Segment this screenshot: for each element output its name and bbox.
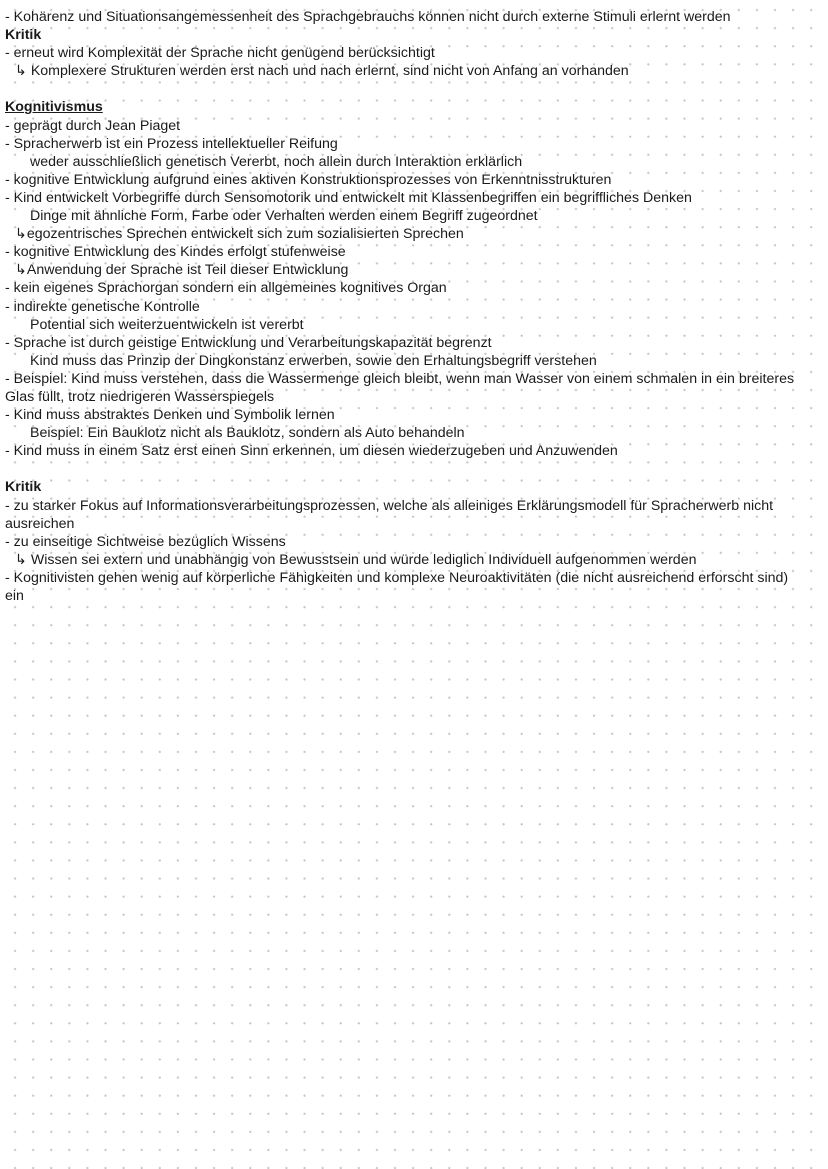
note-line: - kognitive Entwicklung aufgrund eines aktiven Konstruktionsprozesses von Erkenntnisstrukturen <box>5 171 612 188</box>
blank-line <box>5 460 822 478</box>
note-line: - Kind entwickelt Vorbegriffe durch Sensomotorik und entwickelt mit Klassenbegriffen ein begriffliches Denken <box>5 189 692 206</box>
section-heading-kritik: Kritik <box>5 479 42 496</box>
note-line-sub: Kind muss das Prinzip der Dingkonstanz erwerben, sowie den Erhaltungsbegriff verstehen <box>30 352 597 369</box>
note-line-arrow: ↳ Wissen sei extern und unabhängig von Bewusstsein und würde lediglich Individuell aufgenommen werden <box>15 551 697 568</box>
note-line-sub: Dinge mit ähnliche Form, Farbe oder Verhalten werden einem Begriff zugeordnet <box>30 208 538 225</box>
blank-line <box>5 80 822 98</box>
note-line-sub: Beispiel: Ein Bauklotz nicht als Bauklotz, sondern als Auto behandeln <box>30 425 465 442</box>
note-line-arrow: ↳Anwendung der Sprache ist Teil dieser Entwicklung <box>15 262 349 279</box>
note-line-arrow: ↳ Komplexere Strukturen werden erst nach und nach erlernt, sind nicht von Anfang an vorhanden <box>15 63 629 80</box>
note-line: - Sprache ist durch geistige Entwicklung und Verarbeitungskapazität begrenzt <box>5 334 492 351</box>
note-line-arrow: ↳egozentrisches Sprechen entwickelt sich zum sozialisierten Sprechen <box>15 226 464 243</box>
note-line: - Beispiel: Kind muss verstehen, dass die Wassermenge gleich bleibt, wenn man Wasser von einem schmalen in ein breiteres Glas füllt, trotz niedrigeren Wasserspiegels <box>5 370 795 405</box>
note-line: - Kind muss in einem Satz erst einen Sinn erkennen, um diesen wiederzugeben und Anzuwenden <box>5 443 618 460</box>
note-line: - kein eigenes Sprachorgan sondern ein allgemeines kognitives Organ <box>5 280 447 297</box>
note-line: - zu einseitige Sichtweise bezüglich Wissens <box>5 533 286 550</box>
note-line: - zu starker Fokus auf Informationsverarbeitungsprozessen, welche als alleiniges Erklärungsmodell für Spracherwerb nicht ausreichen <box>5 497 774 532</box>
note-line: - erneut wird Komplexität der Sprache nicht genügend berücksichtigt <box>5 45 435 62</box>
note-line: - kognitive Entwicklung des Kindes erfolgt stufenweise <box>5 244 346 261</box>
note-line: - Kognitivisten gehen wenig auf körperliche Fähigkeiten und komplexe Neuroaktivitäten (die nicht ausreichend erforscht sind) ein <box>5 569 789 604</box>
note-line: - Spracherwerb ist ein Prozess intellektueller Reifung <box>5 135 338 152</box>
note-line: - Kohärenz und Situationsangemessenheit des Sprachgebrauchs können nicht durch externe Stimuli erlernt werden <box>5 9 731 25</box>
note-line-sub: weder ausschließlich genetisch Vererbt, noch allein durch Interaktion erklärlich <box>30 153 523 170</box>
note-line: - Kind muss abstraktes Denken und Symbolik lernen <box>5 407 335 424</box>
note-line: - geprägt durch Jean Piaget <box>5 117 181 134</box>
note-line-sub: Potential sich weiterzuentwickeln ist vererbt <box>30 316 304 333</box>
section-heading-kritik: Kritik <box>5 27 42 44</box>
note-line: - indirekte genetische Kontrolle <box>5 298 200 315</box>
section-heading-kognitivismus: Kognitivismus <box>5 99 103 116</box>
